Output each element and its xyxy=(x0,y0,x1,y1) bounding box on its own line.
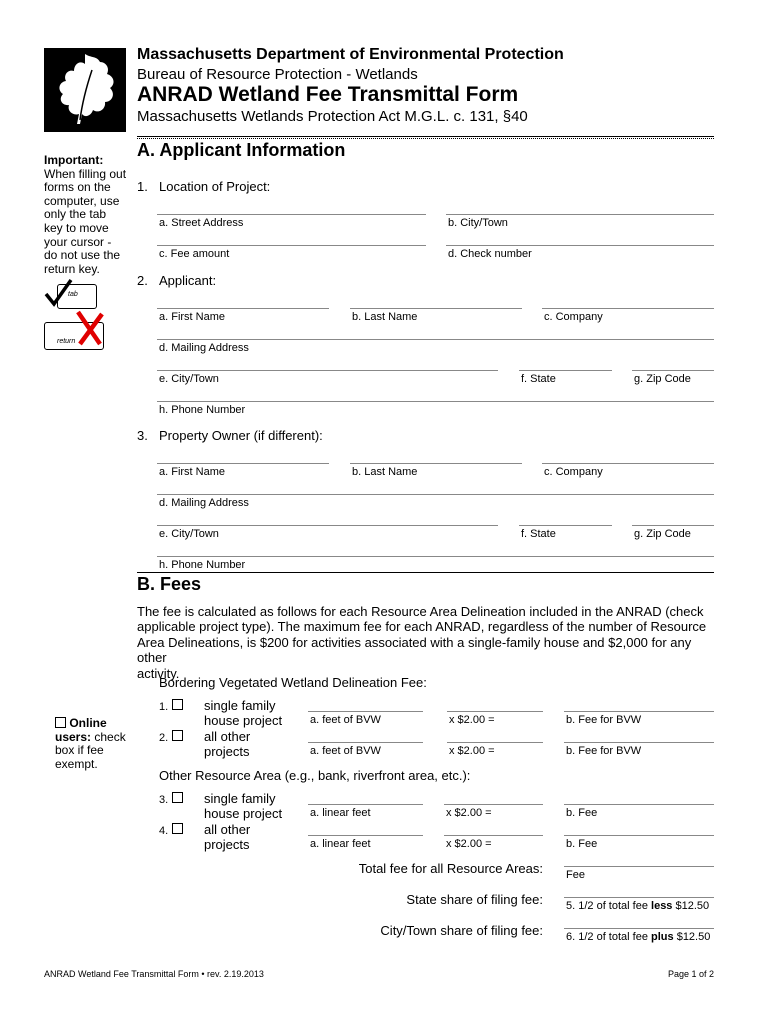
fee-explanation-line: activity. xyxy=(137,665,180,681)
fee-amount-label: c. Fee amount xyxy=(159,248,230,260)
city-share-post: $12.50 xyxy=(673,931,711,943)
applicant-city-label: e. City/Town xyxy=(159,373,219,385)
form-title: ANRAD Wetland Fee Transmittal Form xyxy=(137,83,519,106)
owner-city-field[interactable] xyxy=(157,525,498,526)
owner-last-name-label: b. Last Name xyxy=(352,466,418,478)
city-town-field[interactable] xyxy=(446,214,714,215)
owner-last-name-field[interactable] xyxy=(350,463,522,464)
state-share-field-label xyxy=(566,900,709,912)
row4-project-type xyxy=(204,822,250,852)
row1-feet-label: a. feet of BVW xyxy=(310,714,381,726)
owner-state-field[interactable] xyxy=(519,525,612,526)
owner-phone-label: h. Phone Number xyxy=(159,559,246,571)
row2-multiplier-line xyxy=(447,742,543,743)
row1-checkbox[interactable] xyxy=(172,699,183,710)
applicant-phone-field[interactable] xyxy=(157,401,714,402)
row3-linear-feet-field[interactable] xyxy=(308,804,423,805)
important-line: your cursor - xyxy=(44,234,112,249)
street-address-label: a. Street Address xyxy=(159,217,244,229)
online-rest-1: check xyxy=(91,729,126,744)
q2-label: Applicant: xyxy=(159,273,217,288)
applicant-state-field[interactable] xyxy=(519,370,612,371)
row2-project-type xyxy=(204,729,250,759)
fee-exempt-checkbox[interactable] xyxy=(55,717,66,728)
return-key-label: return xyxy=(57,338,76,345)
row4-multiplier: x $2.00 = xyxy=(446,838,492,850)
state-share-pre: 5. 1/2 of total fee xyxy=(566,900,652,912)
row2-checkbox[interactable] xyxy=(172,730,183,741)
check-number-label: d. Check number xyxy=(448,248,532,260)
massdep-oak-leaf-logo xyxy=(44,48,126,132)
checkmark-icon xyxy=(44,278,74,308)
city-town-label: b. City/Town xyxy=(448,217,508,229)
row4-line1: all other xyxy=(204,822,251,837)
street-address-field[interactable] xyxy=(157,214,426,215)
total-fee-field-label: Fee xyxy=(566,869,585,881)
owner-phone-field[interactable] xyxy=(157,556,714,557)
row2-line2: projects xyxy=(204,744,250,759)
row4-checkbox[interactable] xyxy=(172,823,183,834)
section-b-title: B. Fees xyxy=(137,574,202,594)
row1-line1: single family xyxy=(204,698,276,713)
row4-linear-feet-field[interactable] xyxy=(308,835,423,836)
q2-number: 2. xyxy=(137,273,148,288)
total-fee-label: Total fee for all Resource Areas: xyxy=(358,861,543,876)
online-line: box if fee xyxy=(55,743,104,758)
applicant-zip-label: g. Zip Code xyxy=(634,373,691,385)
applicant-phone-label: h. Phone Number xyxy=(159,404,246,416)
tab-key-label: tab xyxy=(68,291,78,298)
row4-fee-label: b. Fee xyxy=(566,838,598,850)
city-share-pre: 6. 1/2 of total fee xyxy=(566,931,652,943)
online-bold-1: Online xyxy=(69,716,107,730)
bureau-name: Bureau of Resource Protection - Wetlands xyxy=(137,66,418,83)
owner-first-name-field[interactable] xyxy=(157,463,329,464)
q3-number: 3. xyxy=(137,428,148,443)
applicant-first-name-label: a. First Name xyxy=(159,311,226,323)
row2-feet-field[interactable] xyxy=(308,742,423,743)
row1-fee-label: b. Fee for BVW xyxy=(566,714,642,726)
row2-multiplier: x $2.00 = xyxy=(449,745,495,757)
row3-linear-feet-label: a. linear feet xyxy=(310,807,371,819)
state-share-post: $12.50 xyxy=(672,900,710,912)
bvw-heading: Bordering Vegetated Wetland Delineation Fee: xyxy=(159,675,427,690)
row2-number: 2. xyxy=(159,732,169,744)
row2-feet-label: a. feet of BVW xyxy=(310,745,381,757)
important-line: key to move xyxy=(44,220,109,235)
row3-multiplier: x $2.00 = xyxy=(446,807,492,819)
owner-company-field[interactable] xyxy=(542,463,714,464)
important-line: forms on the xyxy=(44,180,111,195)
online-bold-2: users: xyxy=(55,729,92,744)
row4-line2: projects xyxy=(204,837,250,852)
owner-zip-label: g. Zip Code xyxy=(634,528,691,540)
row3-project-type xyxy=(204,791,282,821)
owner-state-label: f. State xyxy=(521,528,556,540)
owner-zip-field[interactable] xyxy=(632,525,714,526)
owner-company-label: c. Company xyxy=(544,466,603,478)
row4-number: 4. xyxy=(159,825,169,837)
oak-leaf-icon xyxy=(44,48,126,132)
q3-label: Property Owner (if different): xyxy=(159,428,323,443)
header-divider-dotted xyxy=(137,138,714,139)
owner-mailing-address-field[interactable] xyxy=(157,494,714,495)
applicant-mailing-address-label: d. Mailing Address xyxy=(159,342,249,354)
total-fee-field[interactable] xyxy=(564,866,714,867)
footer-page-number: Page 1 of 2 xyxy=(667,969,714,979)
row3-checkbox[interactable] xyxy=(172,792,183,803)
row1-fee-field[interactable] xyxy=(564,711,714,712)
row1-multiplier: x $2.00 = xyxy=(449,714,495,726)
other-resource-heading: Other Resource Area (e.g., bank, riverfront area, etc.): xyxy=(159,768,471,783)
row3-fee-field[interactable] xyxy=(564,804,714,805)
city-share-field-label xyxy=(566,931,710,943)
row2-fee-label: b. Fee for BVW xyxy=(566,745,642,757)
footer-form-revision: ANRAD Wetland Fee Transmittal Form • rev. 2.19.2013 xyxy=(44,969,264,979)
row2-fee-field[interactable] xyxy=(564,742,714,743)
row4-fee-field[interactable] xyxy=(564,835,714,836)
applicant-zip-field[interactable] xyxy=(632,370,714,371)
important-title: Important: xyxy=(44,153,104,167)
row1-number: 1. xyxy=(159,701,169,713)
applicant-first-name-field[interactable] xyxy=(157,308,329,309)
check-number-field[interactable] xyxy=(446,245,714,246)
row1-line2: house project xyxy=(204,713,283,728)
section-b-divider xyxy=(137,572,714,573)
header-divider xyxy=(137,136,714,137)
fee-amount-field[interactable] xyxy=(157,245,426,246)
applicant-company-field[interactable] xyxy=(542,308,714,309)
row4-linear-feet-label: a. linear feet xyxy=(310,838,371,850)
fee-explanation-line: applicable project type). The maximum fee for each ANRAD, regardless of the number of Resource xyxy=(137,619,707,635)
online-line: exempt. xyxy=(55,756,98,771)
owner-mailing-address-label: d. Mailing Address xyxy=(159,497,249,509)
applicant-mailing-address-field[interactable] xyxy=(157,339,714,340)
statute-reference: Massachusetts Wetlands Protection Act M.G.L. c. 131, §40 xyxy=(137,108,528,125)
row4-multiplier-line xyxy=(444,835,543,836)
owner-first-name-label: a. First Name xyxy=(159,466,226,478)
online-users-note xyxy=(55,717,133,771)
row1-project-type xyxy=(204,698,282,728)
applicant-state-label: f. State xyxy=(521,373,556,385)
important-line: only the tab xyxy=(44,207,107,222)
fee-explanation-line: The fee is calculated as follows for each Resource Area Delineation included in the ANRAD (check xyxy=(137,604,704,619)
city-share-bold: plus xyxy=(651,931,674,943)
important-line: When filling out xyxy=(44,166,127,181)
important-line: computer, use xyxy=(44,193,120,208)
fee-explanation xyxy=(137,604,717,681)
section-a-title: A. Applicant Information xyxy=(137,140,346,160)
state-share-bold: less xyxy=(651,900,673,912)
applicant-last-name-field[interactable] xyxy=(350,308,522,309)
important-note xyxy=(44,154,128,276)
row3-line2: house project xyxy=(204,806,283,821)
city-share-label: City/Town share of filing fee: xyxy=(380,923,543,938)
city-share-field[interactable] xyxy=(564,928,714,929)
row3-multiplier-line xyxy=(444,804,543,805)
q1-number: 1. xyxy=(137,179,148,194)
state-share-label: State share of filing fee: xyxy=(406,892,543,907)
row1-multiplier-line xyxy=(447,711,543,712)
fee-explanation-line: Area Delineations, is $200 for activities associated with a single-family house and $2,000 for any other xyxy=(137,634,692,666)
row3-number: 3. xyxy=(159,794,169,806)
red-x-icon xyxy=(74,308,106,348)
row1-feet-field[interactable] xyxy=(308,711,423,712)
owner-city-label: e. City/Town xyxy=(159,528,219,540)
row2-line1: all other xyxy=(204,729,251,744)
important-line: do not use the xyxy=(44,248,121,263)
state-share-field[interactable] xyxy=(564,897,714,898)
q1-label: Location of Project: xyxy=(159,179,271,194)
row3-fee-label: b. Fee xyxy=(566,807,598,819)
applicant-city-field[interactable] xyxy=(157,370,498,371)
important-line: return key. xyxy=(44,261,100,276)
applicant-last-name-label: b. Last Name xyxy=(352,311,418,323)
applicant-company-label: c. Company xyxy=(544,311,603,323)
agency-name: Massachusetts Department of Environmental Protection xyxy=(137,46,564,63)
row3-line1: single family xyxy=(204,791,276,806)
